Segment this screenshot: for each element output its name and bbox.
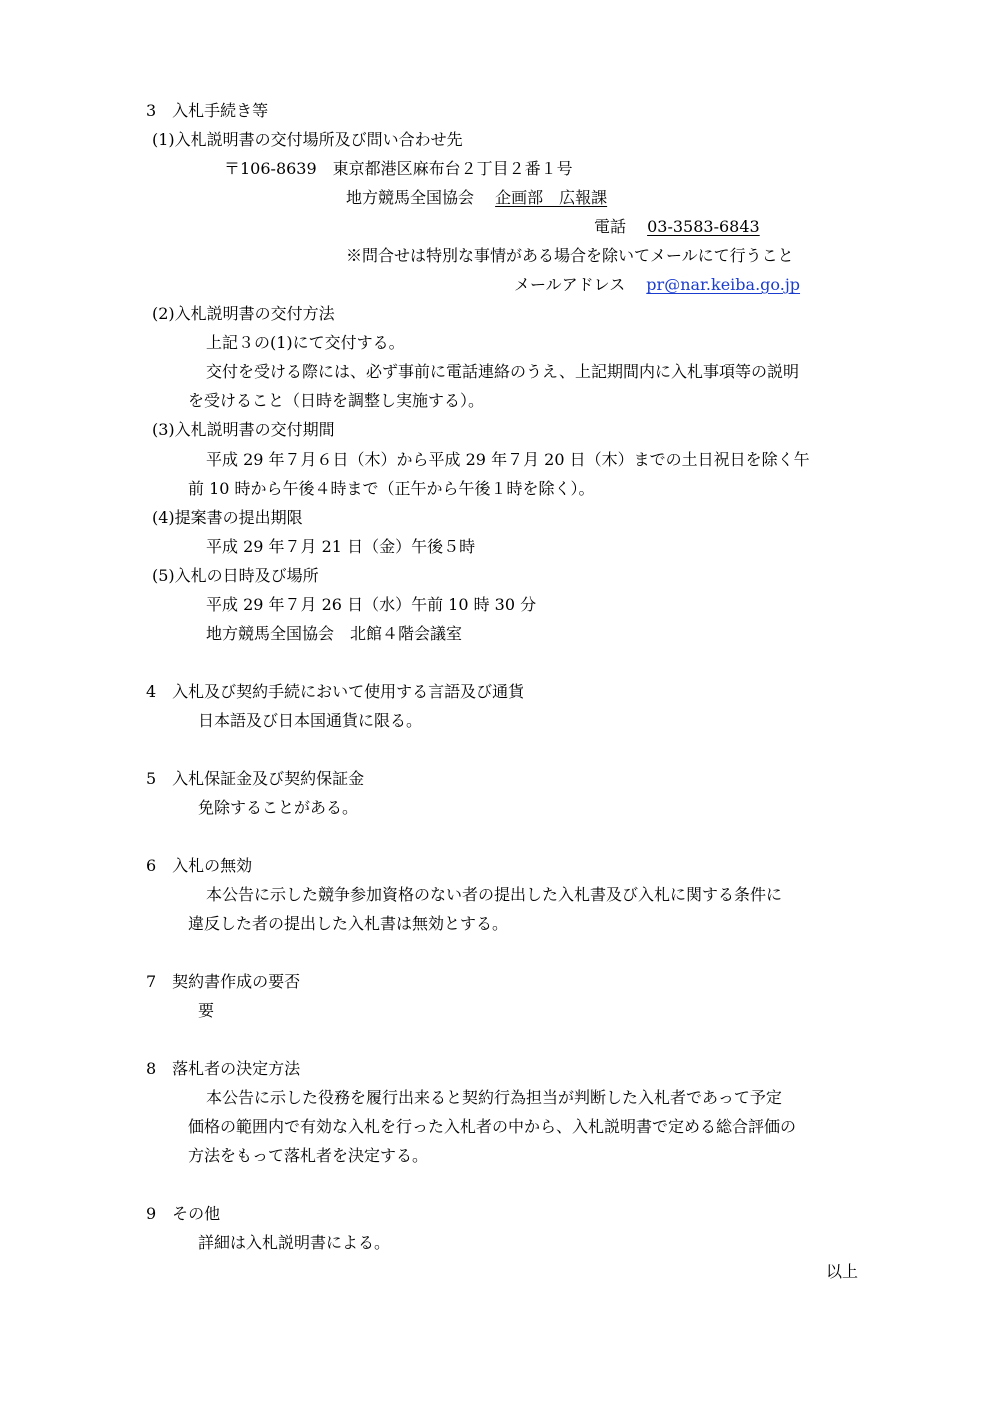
contact-note: ※問合せは特別な事情がある場合を除いてメールにて行うこと — [346, 246, 794, 265]
section-3-2-line-3: を受けること（日時を調整し実施する）。 — [188, 391, 485, 410]
postal-address: 〒106-8639 東京都港区麻布台２丁目２番１号 — [224, 159, 573, 178]
contact-org — [346, 188, 607, 208]
email-label: メールアドレス — [514, 275, 626, 294]
section-9-line-1: 詳細は入札説明書による。 — [198, 1233, 391, 1252]
section-8-line-2: 価格の範囲内で有効な入札を行った入札者の中から、入札説明書で定める総合評価の — [188, 1117, 797, 1136]
section-3-5-line-2: 地方競馬全国協会 北館４階会議室 — [206, 624, 463, 643]
org-name: 地方競馬全国協会 — [346, 188, 475, 207]
section-5-heading: 5 入札保証金及び契約保証金 — [146, 769, 365, 788]
section-6-line-1: 本公告に示した競争参加資格のない者の提出した入札書及び入札に関する条件に — [206, 885, 783, 904]
section-5-line-1: 免除することがある。 — [198, 798, 359, 817]
contact-email — [514, 275, 800, 295]
phone-label: 電話 — [594, 217, 627, 236]
contact-phone — [594, 217, 760, 237]
section-7-line-1: 要 — [198, 1001, 215, 1020]
section-3-2-line-2: 交付を受ける際には、必ず事前に電話連絡のうえ、上記期間内に入札事項等の説明 — [206, 362, 799, 381]
section-3-1-heading: (1)入札説明書の交付場所及び問い合わせ先 — [152, 130, 463, 149]
section-3-4-heading: (4)提案書の提出期限 — [152, 508, 303, 527]
section-8-line-3: 方法をもって落札者を決定する。 — [188, 1146, 429, 1165]
phone-number: 03-3583-6843 — [647, 217, 760, 236]
section-9-heading: 9 その他 — [146, 1204, 221, 1223]
section-3-3-line-1: 平成 29 年７月６日（木）から平成 29 年７月 20 日（木）までの土日祝日を除く午 — [206, 450, 810, 469]
email-link[interactable]: pr@nar.keiba.go.jp — [646, 275, 801, 294]
section-3-4-line-1: 平成 29 年７月 21 日（金）午後５時 — [206, 537, 476, 556]
section-7-heading: 7 契約書作成の要否 — [146, 972, 301, 991]
section-3-heading: 3 入札手続き等 — [146, 101, 269, 120]
department: 企画部 広報課 — [495, 188, 608, 207]
section-4-line-1: 日本語及び日本国通貨に限る。 — [198, 711, 423, 730]
section-3-5-heading: (5)入札の日時及び場所 — [152, 566, 319, 585]
section-3-2-line-1: 上記３の(1)にて交付する。 — [206, 333, 405, 352]
section-4-heading: 4 入札及び契約手続において使用する言語及び通貨 — [146, 682, 525, 701]
closing-text: 以上 — [825, 1262, 858, 1281]
section-3-5-line-1: 平成 29 年７月 26 日（水）午前 10 時 30 分 — [206, 595, 537, 614]
section-6-line-2: 違反した者の提出した入札書は無効とする。 — [188, 914, 509, 933]
section-3-2-heading: (2)入札説明書の交付方法 — [152, 304, 335, 323]
section-3-3-heading: (3)入札説明書の交付期間 — [152, 420, 335, 439]
section-8-line-1: 本公告に示した役務を履行出来ると契約行為担当が判断した入札者であって予定 — [206, 1088, 782, 1107]
section-3-3-line-2: 前 10 時から午後４時まで（正午から午後１時を除く）。 — [188, 479, 595, 498]
section-8-heading: 8 落札者の決定方法 — [146, 1059, 301, 1078]
section-6-heading: 6 入札の無効 — [146, 856, 253, 875]
